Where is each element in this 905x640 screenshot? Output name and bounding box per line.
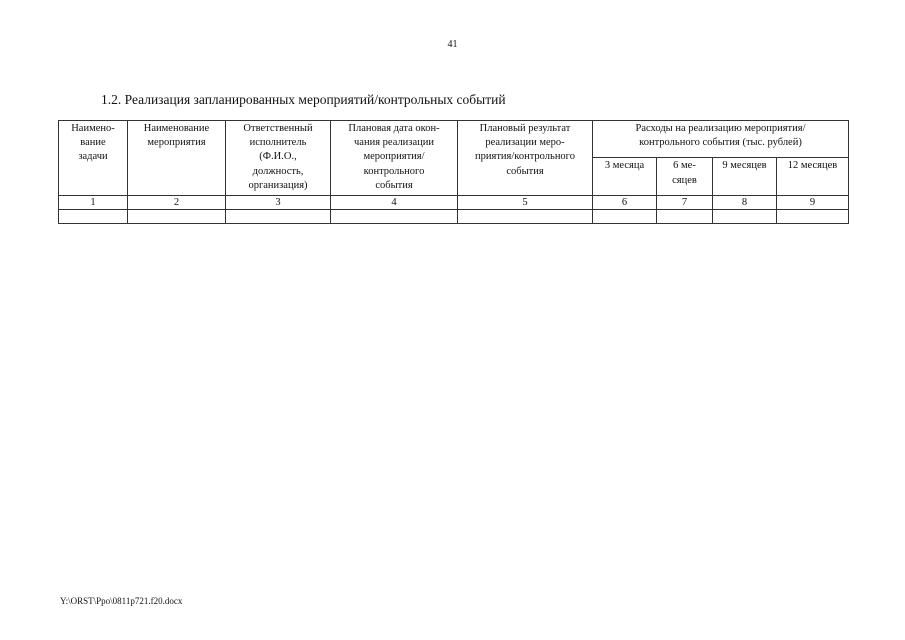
header-text-line: Ответственный [243,123,313,134]
column-number-7: 7 [657,195,713,209]
header-planned-result [458,121,593,196]
header-12-months [777,158,849,195]
empty-cell [128,209,226,223]
header-text-line: сяцев [672,174,697,186]
column-number-8: 8 [713,195,777,209]
header-text-line: организация) [248,179,308,191]
header-text-line: мероприятия [147,137,206,149]
header-text-line: мероприятия/ [363,151,425,163]
empty-cell [593,209,657,223]
empty-cell [458,209,593,223]
column-number-5: 5 [458,195,593,209]
header-text-line: должность, [252,165,304,177]
events-table [58,120,849,224]
column-number-2: 2 [128,195,226,209]
header-text-line: Плановая дата окон- [348,123,440,134]
header-text-line: задачи [78,151,108,163]
column-number-6: 6 [593,195,657,209]
header-text-line: Наимено- [71,123,115,134]
empty-cell [59,209,128,223]
events-table-wrapper [58,120,849,224]
header-responsible [226,121,331,196]
header-text-line: 6 ме- [673,160,696,172]
column-number-3: 3 [226,195,331,209]
header-text-line: исполнитель [249,137,307,149]
empty-cell [713,209,777,223]
header-planned-date [331,121,458,196]
header-3-months [593,158,657,195]
header-text-line: события [506,165,544,177]
header-expenses [593,121,849,158]
column-number-1: 1 [59,195,128,209]
section-heading: 1.2. Реализация запланированных мероприятий/контрольных событий [101,92,506,107]
header-task-name [59,121,128,196]
header-9-months [713,158,777,195]
empty-cell [331,209,458,223]
header-text-line: вание [80,137,106,149]
empty-cell [777,209,849,223]
header-text-line: приятия/контрольного [475,151,575,163]
header-text-line: 3 месяца [604,160,645,172]
footer-file-path: Y:\ORST\Ppo\0811p721.f20.docx [60,596,183,606]
header-row-1 [59,121,849,158]
column-number-row [59,195,849,209]
header-text-line: Плановый результат [479,123,571,134]
header-text-line: (Ф.И.О., [259,151,297,163]
header-text-line: Наименование [143,123,210,134]
header-text-line: реализации меро- [485,137,565,149]
header-6-months [657,158,713,195]
page-number: 41 [447,39,458,50]
header-text-line: контрольного события (тыс. рублей) [639,137,802,149]
empty-cell [226,209,331,223]
column-number-9: 9 [777,195,849,209]
empty-cell [657,209,713,223]
header-text-line: 12 месяцев [787,160,838,172]
column-number-4: 4 [331,195,458,209]
header-text-line: 9 месяцев [722,160,767,172]
header-text-line: события [375,179,413,191]
header-text-line: Расходы на реализацию мероприятия/ [635,123,806,134]
header-event-name [128,121,226,196]
empty-table-row [59,209,849,223]
header-text-line: контрольного [363,165,425,177]
header-text-line: чания реализации [354,137,434,149]
